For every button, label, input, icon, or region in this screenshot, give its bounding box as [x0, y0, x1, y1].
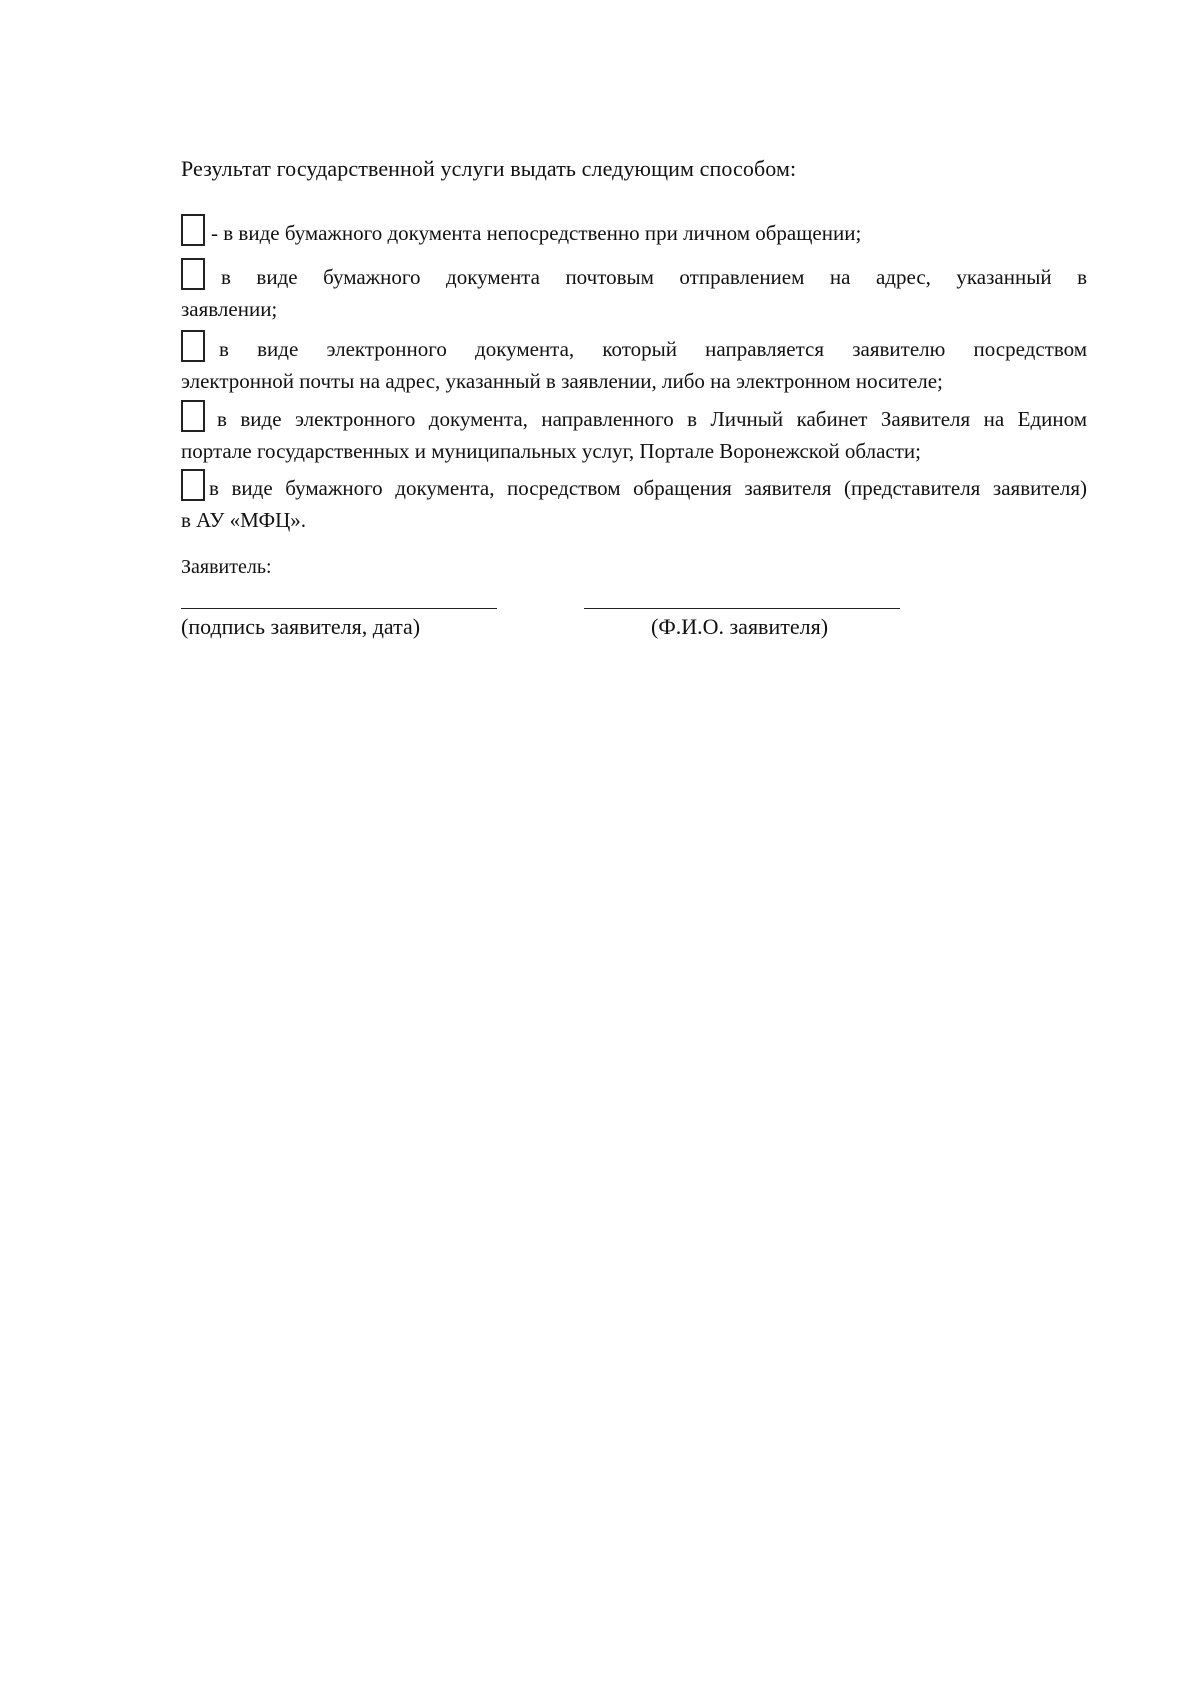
checkbox-paper-via-mfc[interactable]	[181, 469, 205, 501]
option-paper-via-mfc	[181, 473, 1087, 535]
option-paper-in-person	[181, 218, 1087, 250]
signature-caption: (подпись заявителя, дата)	[181, 614, 421, 639]
checkbox-paper-by-mail[interactable]	[181, 258, 205, 290]
full-name-line[interactable]	[584, 608, 900, 609]
option-electronic-by-email	[181, 334, 1087, 396]
option-electronic-personal-cabinet	[181, 404, 1087, 466]
option-text-continued: электронной почты на адрес, указанный в заявлении, либо на электронном носителе;	[181, 369, 943, 393]
signature-line[interactable]	[181, 608, 497, 609]
option-text: в виде бумажного документа, посредством обращения заявителя (представителя заявителя)	[209, 476, 1087, 500]
full-name-caption: (Ф.И.О. заявителя)	[651, 614, 829, 639]
checkbox-paper-in-person[interactable]	[181, 214, 205, 246]
checkbox-electronic-personal-cabinet[interactable]	[181, 400, 205, 432]
intro-text: Результат государственной услуги выдать следующим способом:	[181, 156, 797, 181]
option-text: в виде электронного документа, направленного в Личный кабинет Заявителя на Едином	[217, 407, 1087, 431]
applicant-label: Заявитель:	[181, 556, 272, 578]
option-text-continued: в АУ «МФЦ».	[181, 508, 307, 532]
option-text: в виде бумажного документа почтовым отправлением на адрес, указанный в	[221, 265, 1087, 289]
option-text-continued: портале государственных и муниципальных услуг, Портале Воронежской области;	[181, 439, 921, 463]
option-text: - в виде бумажного документа непосредственно при личном обращении;	[211, 221, 862, 245]
option-text: в виде электронного документа, который направляется заявителю посредством	[219, 337, 1087, 361]
option-text-continued: заявлении;	[181, 297, 278, 321]
option-paper-by-mail	[181, 262, 1087, 324]
checkbox-electronic-by-email[interactable]	[181, 330, 205, 362]
